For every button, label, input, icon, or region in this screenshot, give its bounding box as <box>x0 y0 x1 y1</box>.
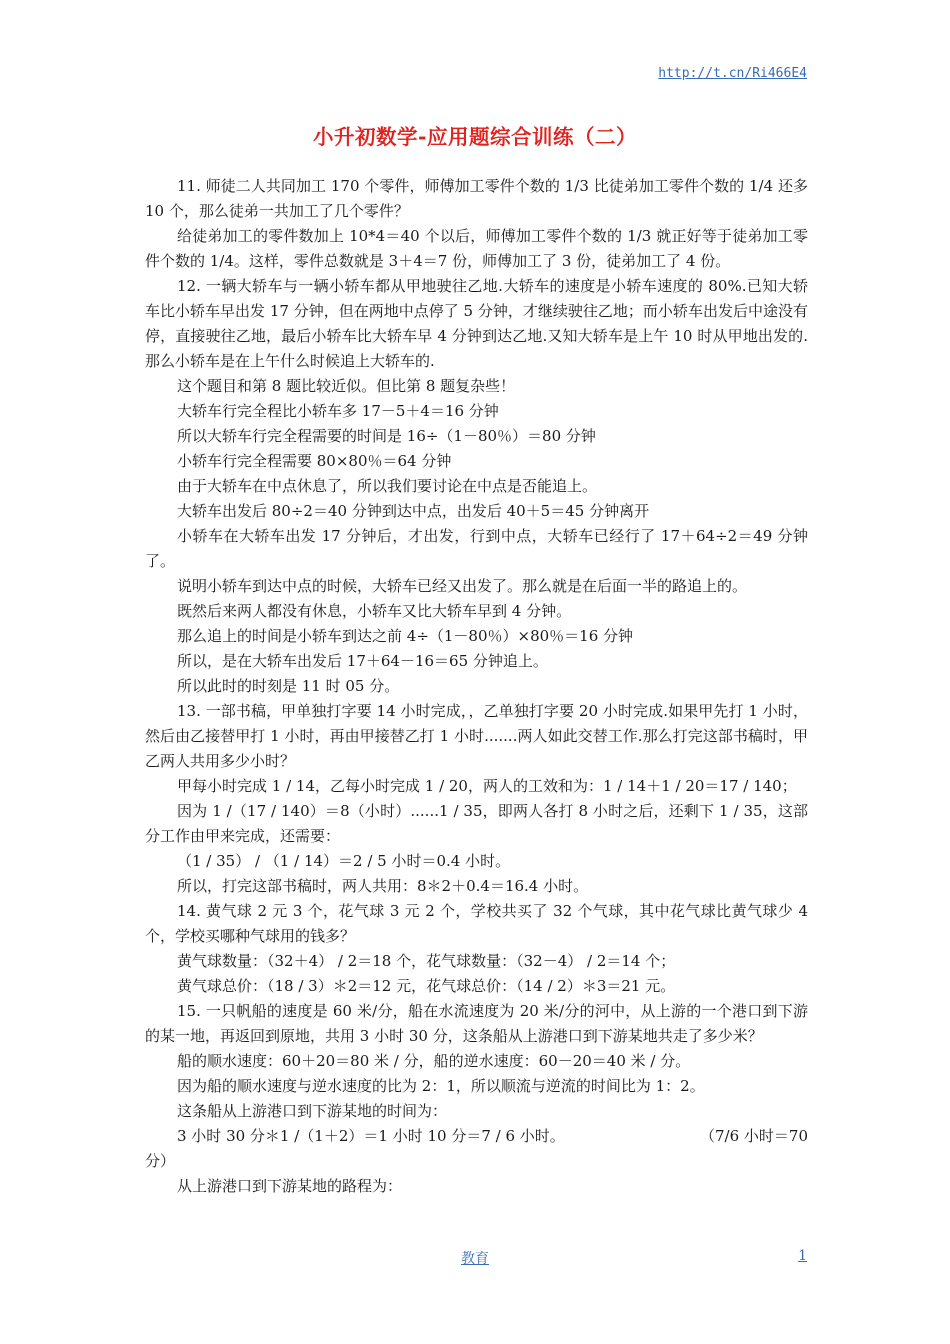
answer-line: 所以大轿车行完全程需要的时间是 16÷（1－80％）＝80 分钟 <box>177 427 596 445</box>
question-11: 11. 师徒二人共同加工 170 个零件，师傅加工零件个数的 1/3 比徒弟加工零件个数的 1/4 还多 10 个，那么徒弟一共加工了几个零件？ <box>145 177 808 220</box>
answer-line: 黄气球总价：（18 / 3）＊2＝12 元，花气球总价：（14 / 2）＊3＝21 元。 <box>177 977 676 995</box>
answer-line: 从上游港口到下游某地的路程为： <box>177 1177 403 1195</box>
answer-line: 所以此时的时刻是 11 时 05 分。 <box>177 677 400 695</box>
page-number: 1 <box>798 1248 807 1264</box>
question-12: 12. 一辆大轿车与一辆小轿车都从甲地驶往乙地.大轿车的速度是小轿车速度的 80%.已知大轿车比小轿车早出发 17 分钟，但在两地中点停了 5 分钟，才继续驶往乙地；而小轿车出发后中途没有停，直接驶往乙地，最后小轿车比大轿车早 4 分钟到达乙地.又知大轿车是上午 10 时从甲地出发的.那么小轿车是在上午什么时候追上大轿车的. <box>145 277 808 370</box>
answer-line: 甲每小时完成 1 / 14，乙每小时完成 1 / 20，两人的工效和为：1 / 14＋1 / 20＝17 / 140； <box>177 777 797 795</box>
answer-line: 说明小轿车到达中点的时候，大轿车已经又出发了。那么就是在后面一半的路追上的。 <box>177 577 748 595</box>
answer-line: 小轿车在大轿车出发 17 分钟后，才出发，行到中点，大轿车已经行了 17＋64÷2＝49 分钟了。 <box>145 527 808 570</box>
answer-line-split <box>145 1124 808 1149</box>
answer-line: 那么追上的时间是小轿车到达之前 4÷（1－80％）×80％＝16 分钟 <box>177 627 634 645</box>
answer-line: 这条船从上游港口到下游某地的时间为： <box>177 1102 448 1120</box>
answer-line: 黄气球数量：（32＋4） / 2＝18 个，花气球数量：（32－4） / 2＝14 个； <box>177 952 676 970</box>
answer-line-left: 3 小时 30 分＊1 /（1＋2）＝1 小时 10 分＝7 / 6 小时。 <box>177 1127 565 1145</box>
answer-11: 给徒弟加工的零件数加上 10*4＝40 个以后，师傅加工零件个数的 1/3 就正好等于徒弟加工零件个数的 1/4。这样，零件总数就是 3＋4＝7 份，师傅加工了 3 份，徒弟加工了 4 份。 <box>145 227 808 270</box>
answer-line: 因为 1 /（17 / 140）＝8（小时）......1 / 35，即两人各打 8 小时之后，还剩下 1 / 35，这部分工作由甲来完成，还需要： <box>145 802 808 845</box>
answer-line-continuation: 分） <box>145 1152 176 1170</box>
question-13: 13. 一部书稿，甲单独打字要 14 小时完成，，乙单独打字要 20 小时完成.如果甲先打 1 小时，然后由乙接替甲打 1 小时，再由甲接替乙打 1 小时.......两人如此交替工作.那么打完这部书稿时，甲乙两人共用多少小时？ <box>145 702 808 770</box>
answer-line: 小轿车行完全程需要 80×80％＝64 分钟 <box>177 452 452 470</box>
answer-line: 所以，打完这部书稿时，两人共用：8＊2＋0.4＝16.4 小时。 <box>177 877 589 895</box>
answer-line: 大轿车行完全程比小轿车多 17－5＋4＝16 分钟 <box>177 402 499 420</box>
footer-label[interactable]: 教育 <box>461 1251 489 1267</box>
answer-line: 由于大轿车在中点休息了，所以我们要讨论在中点是否能追上。 <box>177 477 598 495</box>
question-14: 14. 黄气球 2 元 3 个，花气球 3 元 2 个，学校共买了 32 个气球，其中花气球比黄气球少 4 个，学校买哪种气球用的钱多？ <box>145 902 808 945</box>
answer-line: 大轿车出发后 80÷2＝40 分钟到达中点，出发后 40＋5＝45 分钟离开 <box>177 502 650 520</box>
answer-line: 既然后来两人都没有休息，小轿车又比大轿车早到 4 分钟。 <box>177 602 572 620</box>
answer-line: 所以，是在大轿车出发后 17＋64－16＝65 分钟追上。 <box>177 652 548 670</box>
header-link[interactable]: http://t.cn/Ri466E4 <box>658 66 807 81</box>
answer-line: 因为船的顺水速度与逆水速度的比为 2：1，所以顺流与逆流的时间比为 1：2。 <box>177 1077 705 1095</box>
answer-line-right: （7/6 小时＝70 <box>700 1127 808 1145</box>
document-body <box>145 174 808 1199</box>
answer-line: 这个题目和第 8 题比较近似。但比第 8 题复杂些！ <box>177 377 516 395</box>
question-15: 15. 一只帆船的速度是 60 米/分，船在水流速度为 20 米/分的河中，从上游的一个港口到下游的某一地，再返回到原地，共用 3 小时 30 分，这条船从上游港口到下游某地共走了多少米？ <box>145 1002 808 1045</box>
answer-line: （1 / 35） / （1 / 14）＝2 / 5 小时＝0.4 小时。 <box>177 852 511 870</box>
document-title: 小升初数学-应用题综合训练（二） <box>312 125 637 149</box>
answer-line: 船的顺水速度：60＋20＝80 米 / 分，船的逆水速度：60－20＝40 米 / 分。 <box>177 1052 691 1070</box>
